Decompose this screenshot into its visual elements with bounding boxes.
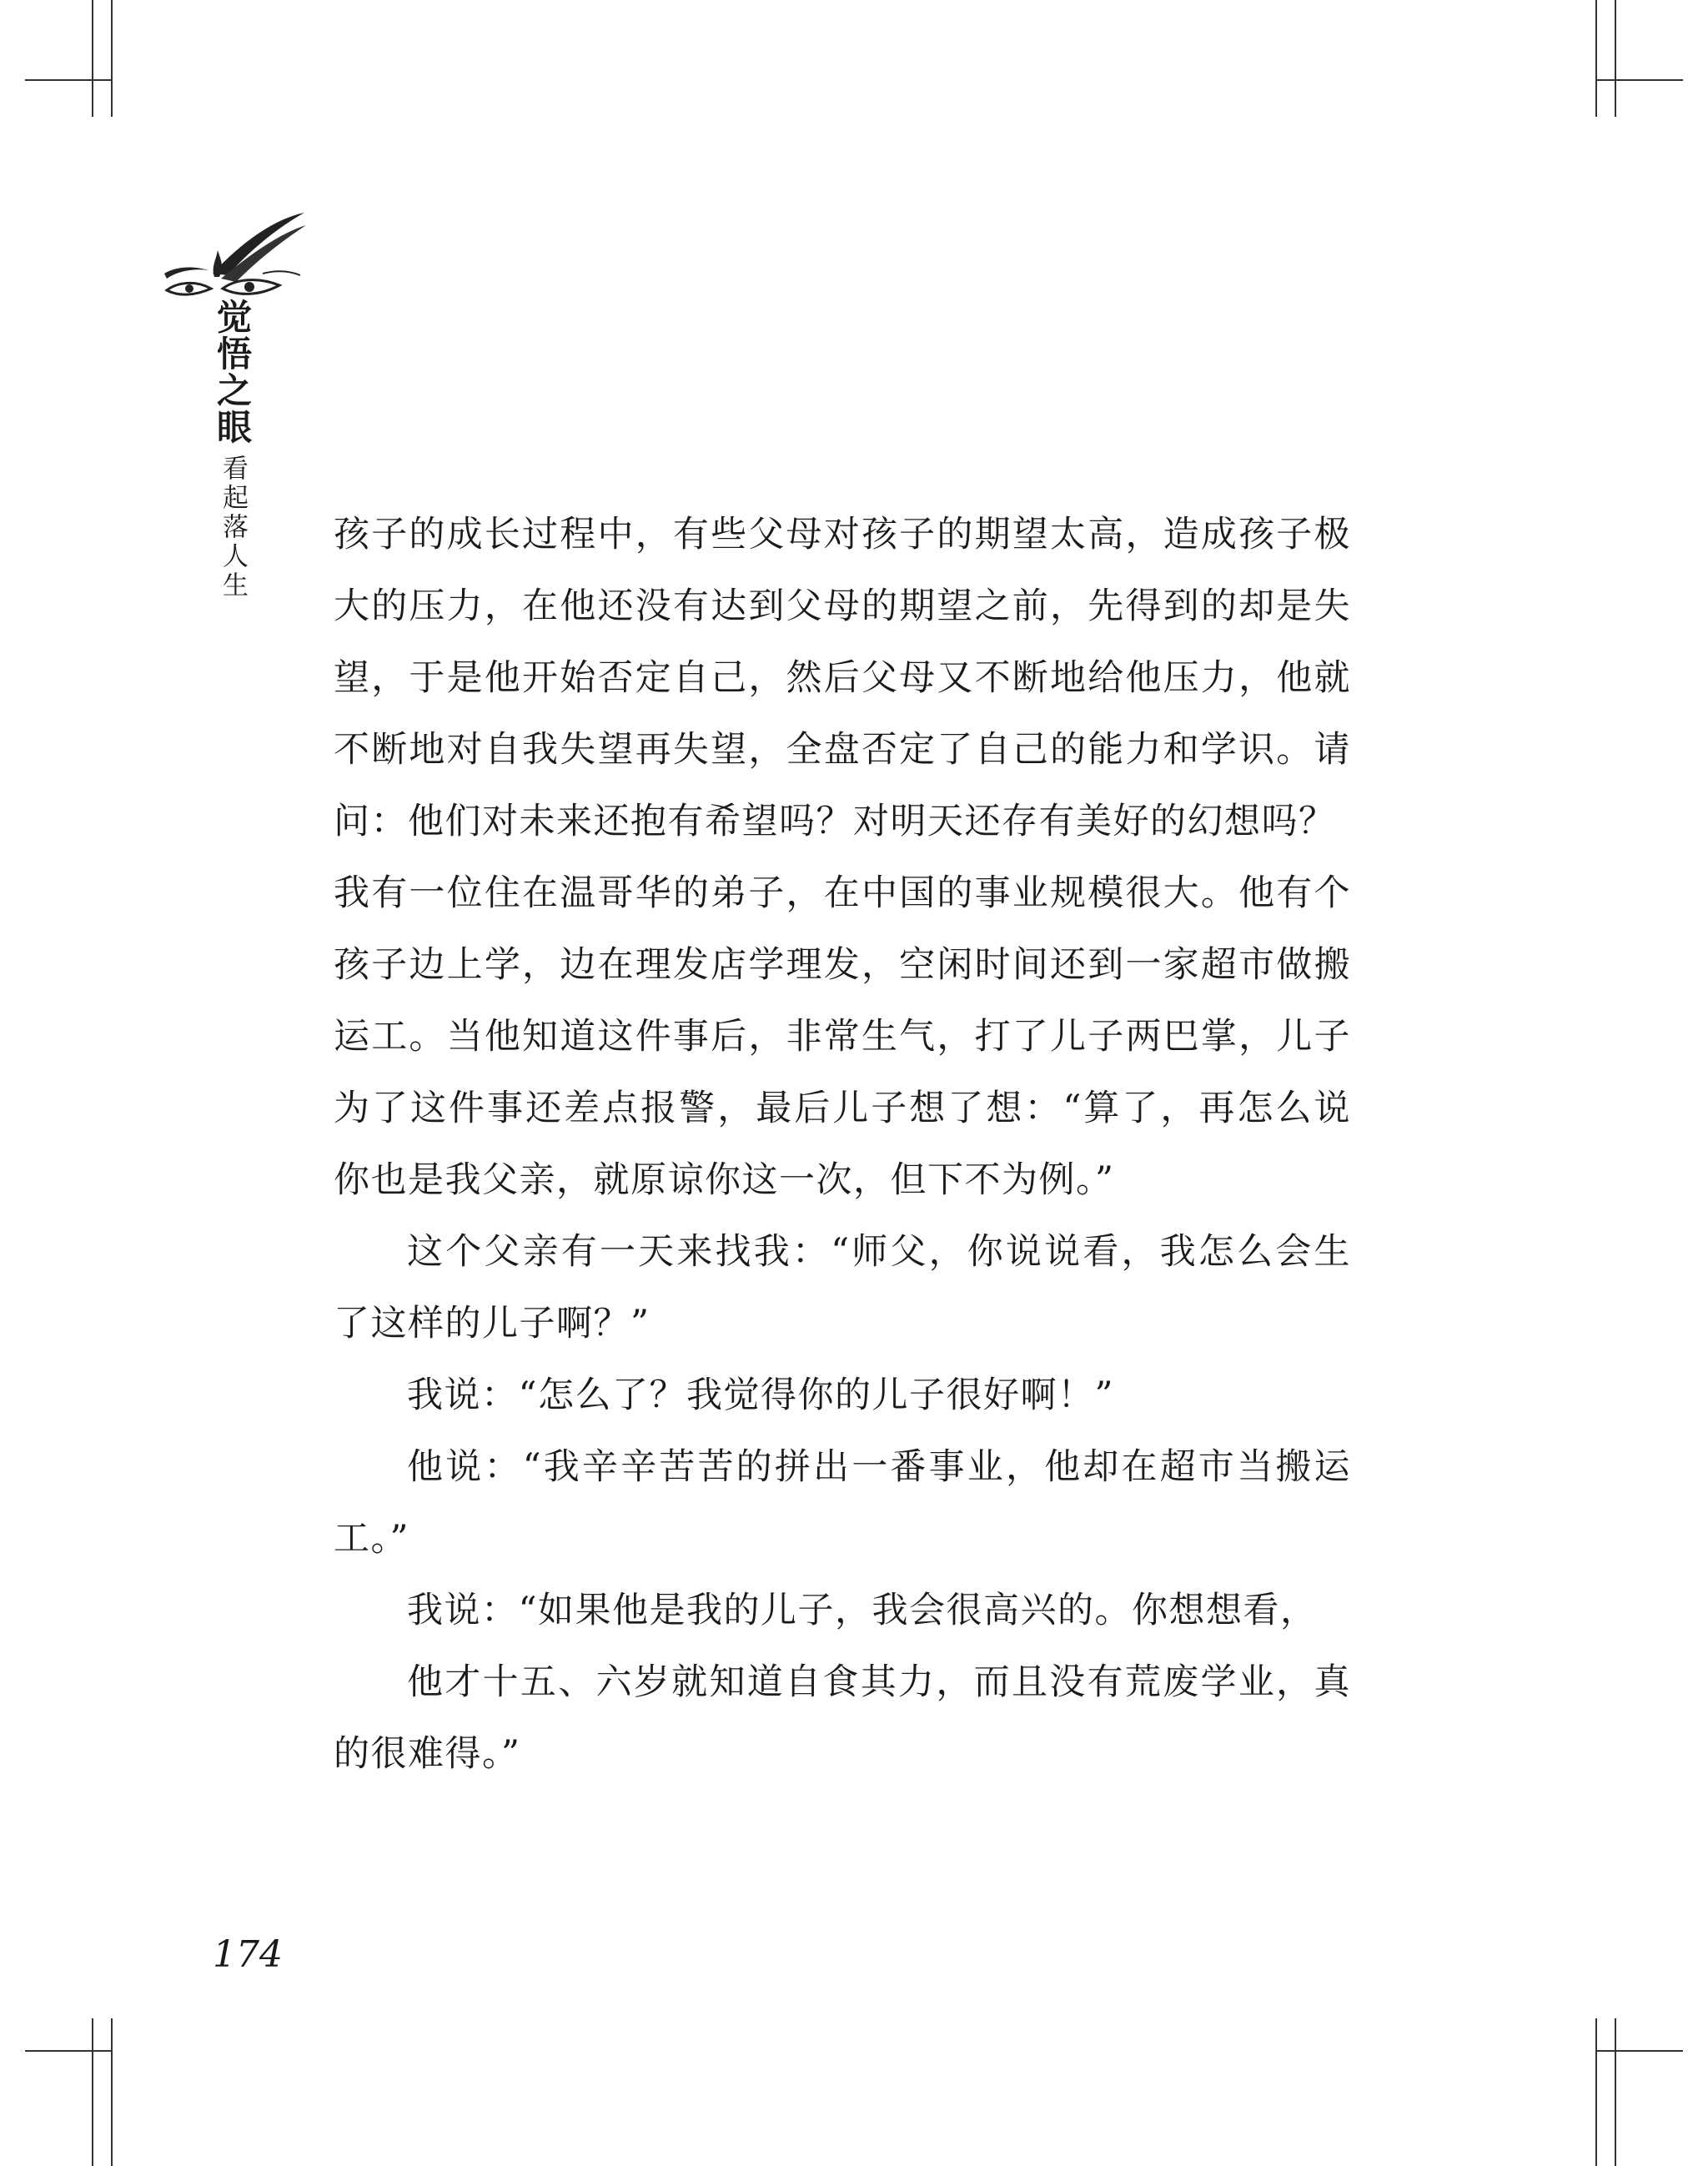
crop-mark <box>1595 79 1683 81</box>
crop-mark <box>111 0 113 117</box>
crop-mark <box>1595 2050 1683 2052</box>
crop-mark <box>92 0 93 117</box>
paragraph: 这个父亲有一天来找我：“师父，你说说看，我怎么会生了这样的儿子啊？” <box>334 1231 1351 1344</box>
eyes-logo-icon <box>163 209 309 304</box>
book-subtitle: 看起落人生 <box>218 455 248 601</box>
crop-mark <box>1595 0 1597 117</box>
paragraph: 他说：“我辛辛苦苦的拼出一番事业，他却在超市当搬运工。” <box>334 1446 1351 1560</box>
page-number: 174 <box>213 1933 283 1976</box>
crop-mark <box>25 79 113 81</box>
paragraph: 他才十五、六岁就知道自食其力，而且没有荒废学业，真的很难得。” <box>334 1661 1351 1775</box>
paragraph: 我说：“怎么了？我觉得你的儿子很好啊！” <box>407 1374 1114 1416</box>
book-title: 觉悟之眼 <box>212 299 253 445</box>
crop-mark <box>1615 2018 1616 2166</box>
crop-mark <box>25 2050 113 2052</box>
crop-mark <box>111 2018 113 2166</box>
paragraph: 孩子的成长过程中，有些父母对孩子的期望太高，造成孩子极大的压力，在他还没有达到父母的期望之前，先得到的却是失望，于是他开始否定自己，然后父母又不断地给他压力，他就不断地对自我失望再失望，全盘否定了自己的能力和学识。请问：他们对未来还抱有希望吗？对明天还存有美好的幻想吗？ <box>334 514 1351 842</box>
paragraph: 我说：“如果他是我的儿子，我会很高兴的。你想想看， <box>407 1590 1318 1631</box>
crop-mark <box>1595 2018 1597 2166</box>
body-text <box>334 499 1351 1790</box>
paragraph: 我有一位住在温哥华的弟子，在中国的事业规模很大。他有个孩子边上学，边在理发店学理发，空闲时间还到一家超市做搬运工。当他知道这件事后，非常生气，打了儿子两巴掌，儿子为了这件事还差点报警，最后儿子想了想：“算了，再怎么说你也是我父亲，就原谅你这一次，但下不为例。” <box>334 872 1351 1201</box>
crop-mark <box>92 2018 93 2166</box>
crop-mark <box>1615 0 1616 117</box>
